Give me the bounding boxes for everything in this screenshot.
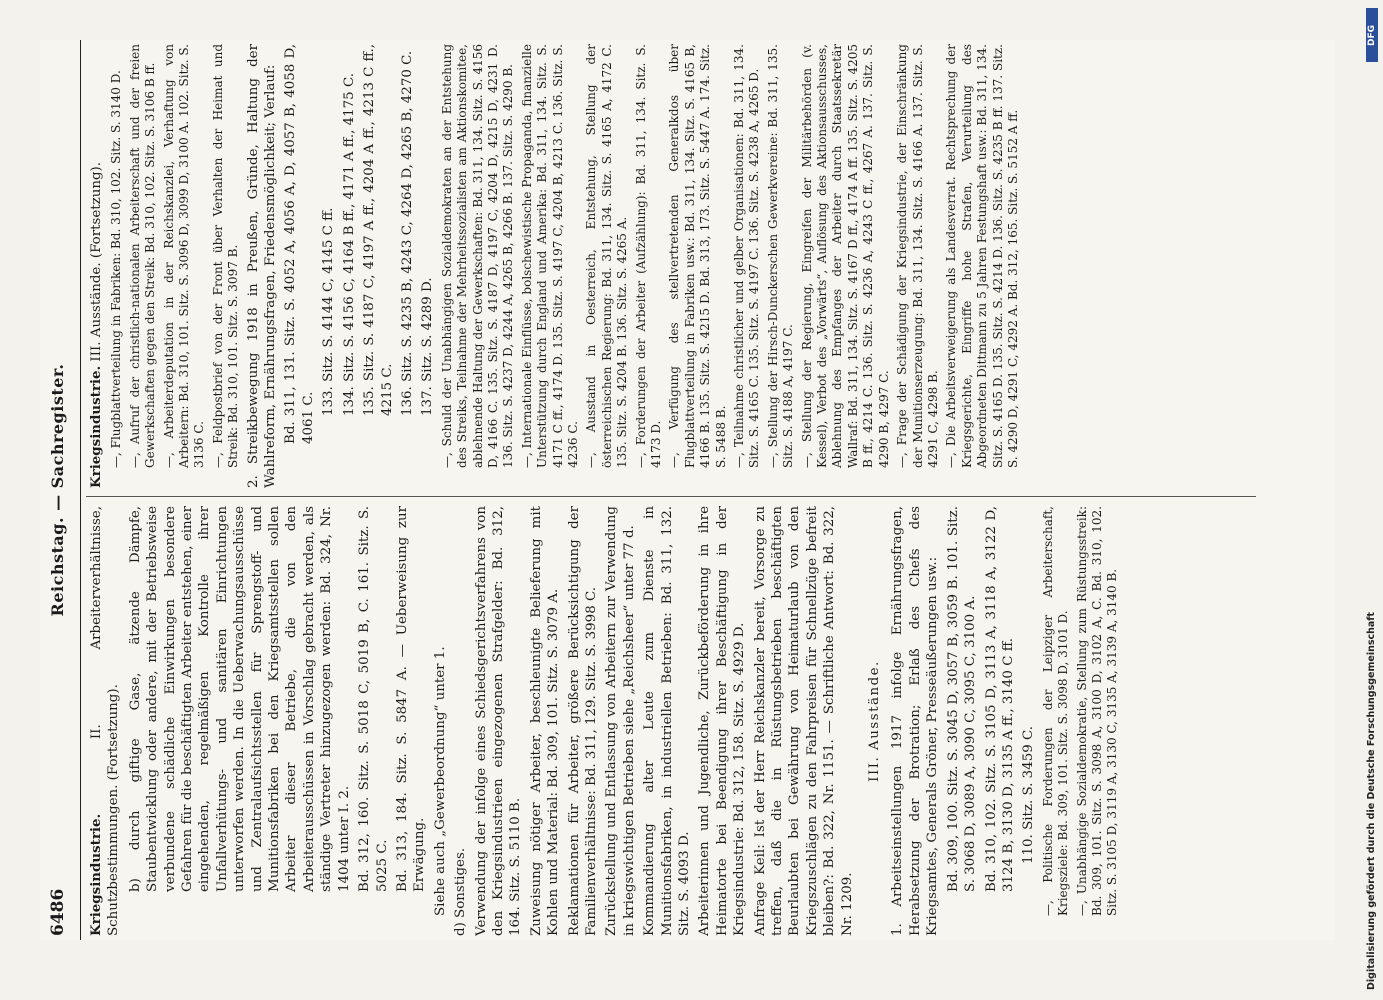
- register-entry: III. Ausstände.: [867, 660, 883, 782]
- register-entry: 134. Sitz. S. 4156 C, 4164 B ff., 4171 A ff., 4175 C.: [341, 73, 357, 416]
- register-entry: 2. Streikbewegung 1918 in Preußen, Gründe, Haltung der Wahlreform, Ernährungsfragen, Friedensmöglichkeit; Verlauf:: [245, 44, 279, 488]
- register-entry: —, Stellung der Hirsch-Dunckerschen Gewerkvereine: Bd. 311, 135. Sitz. S. 4188 A, 4197 C.: [765, 44, 796, 468]
- register-entry: —, Aufruf der christlich-nationalen Arbeiterschaft und der freien Gewerkschaften gegen den Streik: Bd. 310, 102. Sitz. S. 3106 B ff.: [127, 44, 158, 468]
- register-entry: 136. Sitz. S. 4235 B, 4243 C, 4264 D, 4265 B, 4270 C.: [399, 50, 415, 416]
- register-entry: Anfrage Keil: Ist der Herr Reichskanzler bereit, Vorsorge zu treffen, daß die in Rüstungsbetrieben beschäftigten Beurlaubten bei Gewährung von Heimaturlaub von den Kriegszuschlägen zu den Fahrpreisen für Schnellzüge befreit bleiben?: Bd. 322, Nr. 1151. — Schriftliche Antwort: Bd. 322, Nr. 1209.: [752, 506, 855, 936]
- register-entry: Zuweisung nötiger Arbeiter, beschleunigte Belieferung mit Kohlen und Material: Bd. 309, 101. Sitz. S. 3079 A.: [528, 506, 562, 936]
- register-entry: Bd. 309, 100. Sitz. S. 3045 D, 3057 B, 3059 B. 101. Sitz. S. 3068 D, 3089 A, 3090 C, 3095 C, 3100 A.: [945, 506, 979, 892]
- register-entry: Bd. 311, 131. Sitz. S. 4052 A, 4056 A, D, 4057 B, 4058 D, 4061 C.: [283, 44, 316, 444]
- register-entry: 110. Sitz. S. 3459 C.: [1021, 725, 1037, 864]
- register-page: [40, 40, 1335, 940]
- digitization-note: Digitalisierung gefördert durch die Deutsche Forschungsgemeinschaft: [1366, 612, 1377, 990]
- register-entry: —, Verfügung des stellvertretenden Generalkdos über Flugblattverteilung in Fabriken usw.: Bd. 311, 134. Sitz. S. 4165 B, 4166 B. 135. Sitz. S. 4215 D. Bd. 313, 173. Sitz. S. 5447 A. 174. Sitz. S. 5488 B.: [667, 44, 728, 468]
- register-entry: —, Forderungen der Arbeiter (Aufzählung): Bd. 311, 134. Sitz. S. 4173 D.: [633, 44, 663, 468]
- register-entry: 135. Sitz. S. 4187 C, 4197 A ff., 4204 A ff., 4213 C ff., 4215 C.: [362, 44, 395, 416]
- register-entry: [88, 44, 105, 488]
- right-column: [88, 44, 1248, 488]
- register-entry: —, Internationale Einflüsse, bolschewistische Propaganda, finanzielle Unterstützung durch England und Amerika: Bd. 311, 134. Sitz. S. 4171 C ff., 4174 D. 135. Sitz. S. 4197 C, 4204 B, 4213 C. 136. Sitz. S. 4236 C.: [519, 44, 580, 468]
- register-entry: d) Sonstiges.: [453, 847, 469, 936]
- register-entry: —, Stellung der Regierung, Eingreifen der Militärbehörden (v. Kessel), Verbot des „Vorwärts“, Auflösung des Aktionsausschusses, Ablehnung des Empfanges der Arbeiter durch Staatssekretär Wallraf: Bd. 311, 134. Sitz. S. 4167 D ff., 4174 A ff. 135. Sitz. S. 4205 B ff., 4214 C. 136. Sitz. S. 4236 A, 4243 C ff., 4267 A. 137. Sitz. S. 4290 B, 4297 C.: [799, 44, 891, 468]
- register-entry: —, Schuld der Unabhängigen Sozialdemokraten an der Entstehung des Streiks, Teilnahme der Mehrheitssozialisten am Aktionskomitee, ablehnende Haltung der Gewerkschaften: Bd. 311, 134. Sitz. S. 4156 D, 4166 C. 135. Sitz. S. 4187 D, 4197 C, 4204 D, 4215 D, 4231 D. 136. Sitz. S. 4237 D, 4244 A, 4265 B, 4266 B. 137. Sitz. S. 4290 B.: [439, 44, 516, 468]
- register-entry: 1. Arbeitseinstellungen 1917 infolge Ernährungsfragen, Herabsetzung der Brotration; Erlaß des Chefs des Kriegsamtes, Generals Gröner, Presseäußerungen usw.:: [890, 506, 941, 936]
- register-entry: Arbeiterinnen und Jugendliche, Zurückbeförderung in ihre Heimatorte bei Beendigung ihrer Beschäftigung in der Kriegsindustrie: Bd. 312, 158. Sitz. S. 4929 D.: [697, 506, 748, 936]
- register-entry: Bd. 313, 184. Sitz. S. 5847 A. — Ueberweisung zur Erwägung.: [394, 506, 428, 892]
- register-entry: —, Politische Forderungen der Leipziger Arbeiterschaft, Kriegsziele: Bd. 309, 101. Sitz. S. 3098 D, 3101 D.: [1040, 506, 1071, 916]
- register-entry: Bd. 310, 102. Sitz. S. 3105 D, 3113 A, 3118 A, 3122 D, 3124 B, 3130 D, 3135 A ff., 3140 C ff.: [983, 506, 1016, 892]
- register-entry: —, Ausstand in Oesterreich, Entstehung, Stellung der österreichischen Regierung: Bd. 311, 134. Sitz. S. 4165 A, 4172 C. 135. Sitz. S. 4204 B. 136. Sitz. S. 4265 A.: [584, 44, 630, 468]
- entry-text: II. Arbeiterverhältnisse, Schutzbestimmungen. (Fortsetzung).: [89, 506, 122, 936]
- register-entry: 137. Sitz. S. 4289 D.: [420, 277, 436, 416]
- register-entry: —, Teilnahme christlicher und gelber Organisationen: Bd. 311, 134. Sitz. S. 4165 C. 135. Sitz. S. 4197 C. 136. Sitz. S. 4238 A, 4265 D.: [732, 44, 762, 468]
- register-entry: —, Frage der Schädigung der Kriegsindustrie, der Einschränkung der Munitionserzeugung: Bd. 311, 134. Sitz. S. 4166 A. 137. Sitz. S. 4291 C, 4298 B.: [895, 44, 940, 468]
- entry-keyword: Kriegsindustrie.: [88, 365, 104, 488]
- register-entry: —, Arbeiterdeputation in der Reichskanzlei, Verhaftung von Arbeitern: Bd. 310, 101. Sitz. S. 3096 D, 3099 D, 3100 A. 102. Sitz. S. 3136 C.: [161, 44, 207, 468]
- running-head: [40, 40, 81, 940]
- register-entry: 133. Sitz. S. 4144 C, 4145 C ff.: [321, 207, 337, 416]
- register-entry: b) durch giftige Gase, ätzende Dämpfe, Staubentwicklung oder andere, mit der Betriebsweise verbundene schädliche Einwirkungen besondere Gefahren für die beschäftigten Arbeiter entstehen, einer eingehenden, regelmäßigen Kontrolle ihrer Unfallverhütungs- und sanitären Einrichtungen unterworfen werden. In die Ueberwachungsausschüsse und Zentralaufsichtsstellen für Sprengstoff- und Munitionsfabriken bei den Kriegsamtsstellen sollen Arbeiter dieser Betriebe, die von den Arbeiterausschüssen in Vorschlag gebracht werden, als ständige Vertreter hinzugezogen werden: Bd. 324, Nr. 1404 unter I. 2.: [127, 506, 352, 892]
- register-entry: —, Unabhängige Sozialdemokratie, Stellung zum Rüstungsstreik: Bd. 309, 101. Sitz. S. 3098 A, 3100 D, 3102 A, C. Bd. 310, 102. Sitz. S. 3105 D, 3119 A, 3130 C, 3135 A, 3139 A, 3140 B.: [1074, 506, 1120, 916]
- page-number: 6486: [48, 888, 68, 936]
- entry-text: III. Ausstände. (Fortsetzung).: [89, 161, 104, 366]
- register-entry: Kommandierung alter Leute zum Dienste in Munitionsfabriken, in industriellen Betrieben: Bd. 311, 132. Sitz. S. 4093 D.: [642, 506, 692, 936]
- register-entry: Bd. 312, 160. Sitz. S. 5018 C, 5019 B, C. 161. Sitz. S. 5025 C.: [357, 506, 390, 892]
- running-title: Reichstag. — Sachregister.: [48, 363, 67, 617]
- register-entry: Verwendung der infolge eines Schiedsgerichtsverfahrens von den Kriegsindustrieen eingezogenen Strafgelder: Bd. 312, 164. Sitz. S. 5110 B.: [473, 506, 524, 936]
- register-entry: Siehe auch „Gewerbeordnung“ unter 1.: [432, 646, 448, 916]
- entry-keyword: Kriegsindustrie.: [88, 813, 104, 936]
- register-entry: —, Die Arbeitsverweigerung als Landesverrat. Rechtsprechung der Kriegsgerichte, Eingriffe hohe Strafen, Verurteilung des Abgeordneten Dittmann zu 5 Jahren Festungshaft usw.: Bd. 311, 134. Sitz. S. 4165 D. 135. Sitz. S. 4214 D. 136. Sitz. S. 4235 B ff. 137. Sitz. S. 4290 D, 4291 C, 4292 A. Bd. 312, 165. Sitz. S. 5152 A ff.: [944, 44, 1020, 468]
- dfg-logo: DFG: [1366, 8, 1378, 62]
- column-divider: [86, 496, 1256, 497]
- register-entry: Reklamationen für Arbeiter, größere Berücksichtigung der Familienverhältnisse: Bd. 311, 129. Sitz. S. 3998 C.: [566, 506, 599, 936]
- register-entry: [88, 506, 123, 936]
- register-entry: —, Flugblattverteilung in Fabriken: Bd. 310, 102. Sitz. S. 3140 D.: [109, 70, 124, 468]
- register-entry: —, Feldpostbrief von der Front über Verhalten der Heimat und Streik: Bd. 310, 101. Sitz. S. 3097 B.: [210, 44, 241, 468]
- left-column: [88, 506, 1248, 936]
- register-entry: Zurückstellung und Entlassung von Arbeitern zur Verwendung in kriegswichtigen Betrieben siehe „Reichsheer“ unter 77 d.: [604, 506, 637, 936]
